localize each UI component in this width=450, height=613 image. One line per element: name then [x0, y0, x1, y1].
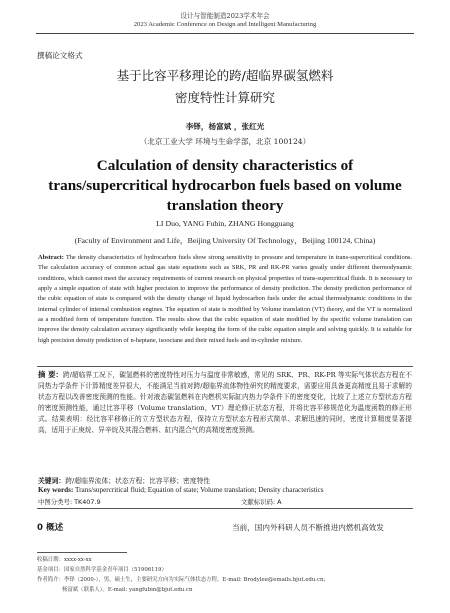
authors-zh: 李铎，杨富斌 ，张红光: [185, 122, 265, 131]
abstract-en-text: The density characteristics of hydrocarbon fuels show strong sensitivity to pressure and temperature in trans-supercritical conditions. The calculation accuracy of common actual gas state equations such as SRK, PR and RK-PR varies greatly under different thermodynamic conditions, which cannot meet the accuracy requirements of current research on physical properties of trans-supercritical fluids. It is necessary to apply a simple equation of state with higher precision to improve the performance of density prediction. The density prediction performance of the cubic equation of state is compared with the density change of liquid hydrocarbon fuels under the actual thermodynamic conditions in the internal cylinder of internal combustion engines. The equation of state is modified by Volume translation (VT) theory, and the VT is normalized as a modified form of temperature function. The results show that the cubic equation of state modified by the specific volume translation can improve the density calculation accuracy significantly while keeping the form of the cubic equation simple and solving quickly. It is suitable for high precision density prediction of n-heptane, isooctane and their mixed fuels and in-cylinder mixture.: [38, 254, 413, 344]
classification-row: [38, 497, 412, 506]
abstract-zh-text: 跨/超临界工况下，碳氢燃料的密度特性对压力与温度非常敏感，常见的 SRK、PR、RK-PR 等实际气体状态方程在不同热力学条件下计算精度差异很大，不能满足当前对跨/超临界流体物性研究的精度要求，需要应用具备更高精度且易于求解的状态方程以改善密度预测的性能。针对液态碳氢燃料在内燃机实际缸内热力学条件下的密度变化，比较了上述立方型状态方程的密度预测性能，通过比容平移（Volume translation，VT）理论修正状态方程，并将比容平移规范化为温度函数的修正形式。结果表明：经比容平移修正的立方型状态方程，保持立方型状态方程形式简单、求解迅速的同时，密度计算精度显著提高，适用于正庚烷、异辛烷及其混合燃料、缸内混合气的高精度密度预测。: [38, 371, 412, 435]
footnote-funding: 基金项目：国家自然科学基金青年项目（51906119）: [37, 567, 167, 573]
title-en-line3: translation theory: [166, 197, 284, 214]
format-tag: 撰稿论文格式: [37, 51, 83, 60]
abstract-box-bottom-rule: [37, 508, 413, 509]
keywords-zh-text: 跨/超临界流体；状态方程；比容平移；密度特性: [65, 477, 211, 485]
section-heading: 0 概述: [37, 523, 64, 533]
footnote-rule: [37, 552, 127, 553]
title-en-line1: Calculation of density characteristics of: [96, 157, 354, 174]
title-en-line2: trans/supercritical hydrocarbon fuels based on volume: [48, 177, 402, 194]
header-rule: [36, 33, 414, 34]
abstract-box-top-rule: [37, 366, 413, 367]
authors-en: LI Duo, YANG Fubin, ZHANG Hongguang: [156, 219, 294, 228]
abstract-zh: [38, 369, 412, 437]
keywords-en: [38, 486, 412, 494]
footnote-contact: 杨富斌（联系人）。E-mail: yangfubin@bjut.edu.cn: [62, 587, 193, 593]
affiliation-zh: （北京工业大学 环境与生命学部，北京 100124）: [139, 137, 311, 146]
document-code: 文献标识码: A: [241, 498, 282, 506]
abstract-zh-label: 摘 要：: [38, 370, 63, 379]
affiliation-en: (Faculty of Environment and Life，Beijing University Of Technology，Beijing 100124, China): [74, 236, 376, 245]
keywords-zh-label: 关键词：: [38, 477, 66, 485]
footnote-author-bio: 作者简介：李铎（2000-），男，硕士生，主要研究方向为实际气体状态方程。E-mail: Brodylee@emails.bjut.edu.cn；: [37, 577, 329, 583]
footnote-received: 收稿日期：xxxx-xx-xx: [37, 557, 92, 563]
abstract-en: [38, 253, 412, 346]
abstract-en-label: Abstract:: [38, 254, 64, 261]
body-text-line: 当前，国内外科研人员不断推进内燃机高效发: [232, 523, 384, 532]
running-header-zh: 设计与智能制造2023学术年会: [180, 12, 270, 20]
keywords-zh: [38, 475, 412, 485]
clc-number: 中图分类号: TK407.9: [38, 498, 101, 506]
keywords-en-label: Key words:: [38, 486, 74, 494]
title-zh-line1: 基于比容平移理论的跨/超临界碳氢燃料: [116, 68, 334, 83]
running-header-en: 2023 Academic Conference on Design and Intelligent Manufacturing: [133, 21, 317, 28]
title-zh-line2: 密度特性计算研究: [174, 90, 275, 105]
keywords-en-text: Trans/supercritical fluid; Equation of state; Volume translation; Density characteristics: [75, 486, 324, 494]
